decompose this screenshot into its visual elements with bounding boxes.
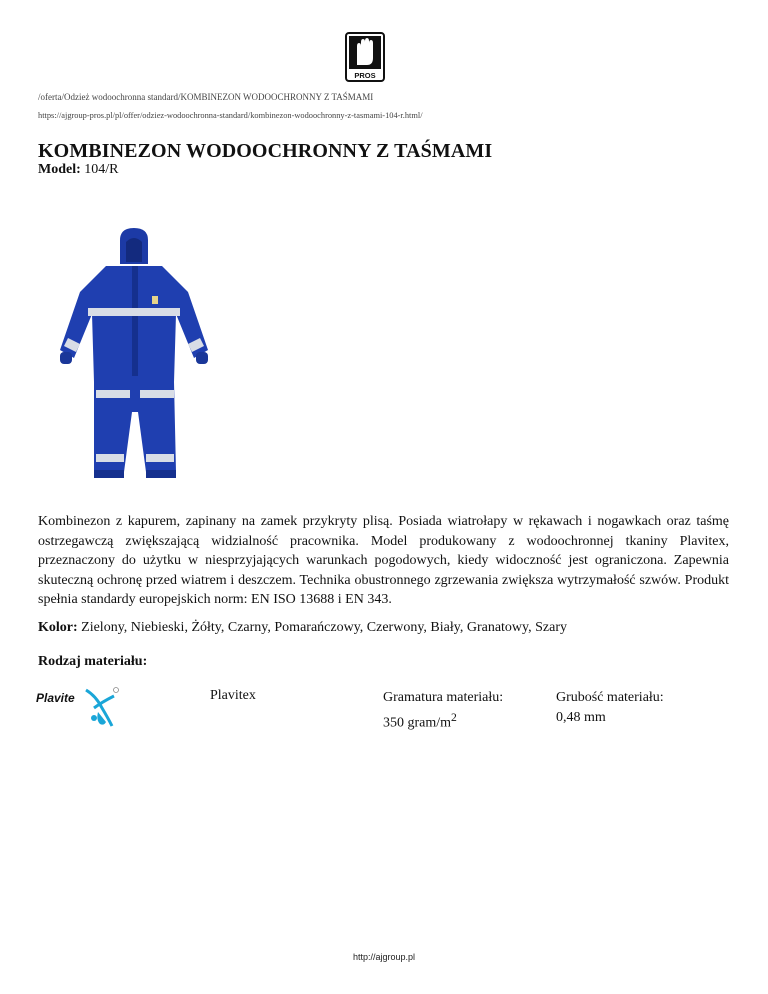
footer-link[interactable]: http://ajgroup.pl xyxy=(352,952,416,962)
material-weight-label: Gramatura materiału: xyxy=(383,690,504,705)
color-label: Kolor: xyxy=(38,620,78,635)
material-heading: Rodzaj materiału: xyxy=(38,654,148,669)
material-weight-sup: 2 xyxy=(451,711,457,724)
material-thickness-value: 0,48 mm xyxy=(556,710,606,725)
material-weight-value: 350 gram/m xyxy=(383,715,452,731)
breadcrumb: /oferta/Odzież wodoochronna standard/KOMBINEZON WODOOCHRONNY Z TAŚMAMI xyxy=(38,92,374,102)
plavitex-logo-icon xyxy=(36,686,146,728)
page-url: https://ajgroup-pros.pl/pl/offer/odziez-wodoochronna-standard/kombinezon-wodoochronny-z-tasmami-104-r.html/ xyxy=(38,111,423,120)
material-weight-value-line xyxy=(383,708,503,734)
color-line xyxy=(38,620,567,636)
material-thickness xyxy=(556,688,664,728)
product-description: Kombinezon z kapurem, zapinany na zamek przykryty plisą. Posiada wiatrołapy w rękawach i nogawkach oraz taśmę ostrzegawczą zwiększającą widzialność pracownika. Model produkowany z wodoochronnej tkaniny Plavitex, przeznaczony do użytku w niesprzyjających warunkach pogodowych, kiedy widoczność jest ograniczona. Zapewnia skuteczną ochronę przed wiatrem i deszczem. Technika obustronnego zgrzewania zwiększa wytrzymałość szwów. Produkt spełnia standardy europejskich norm: EN ISO 13688 i EN 343. xyxy=(38,514,729,607)
material-weight xyxy=(383,688,503,734)
plavitex-logo-text: Plavite xyxy=(36,691,75,705)
model-line xyxy=(38,162,119,178)
color-value: Zielony, Niebieski, Żółty, Czarny, Pomarańczowy, Czerwony, Biały, Granatowy, Szary xyxy=(81,620,567,635)
material-name: Plavitex xyxy=(210,688,256,703)
svg-text:PROS: PROS xyxy=(354,71,376,80)
material-thickness-label: Grubość materiału: xyxy=(556,690,664,705)
pros-logo-icon xyxy=(345,32,385,82)
model-label: Model: xyxy=(38,162,81,177)
page-title: KOMBINEZON WODOOCHRONNY Z TAŚMAMI xyxy=(38,140,493,162)
product-image xyxy=(48,222,228,482)
model-value: 104/R xyxy=(84,162,119,177)
